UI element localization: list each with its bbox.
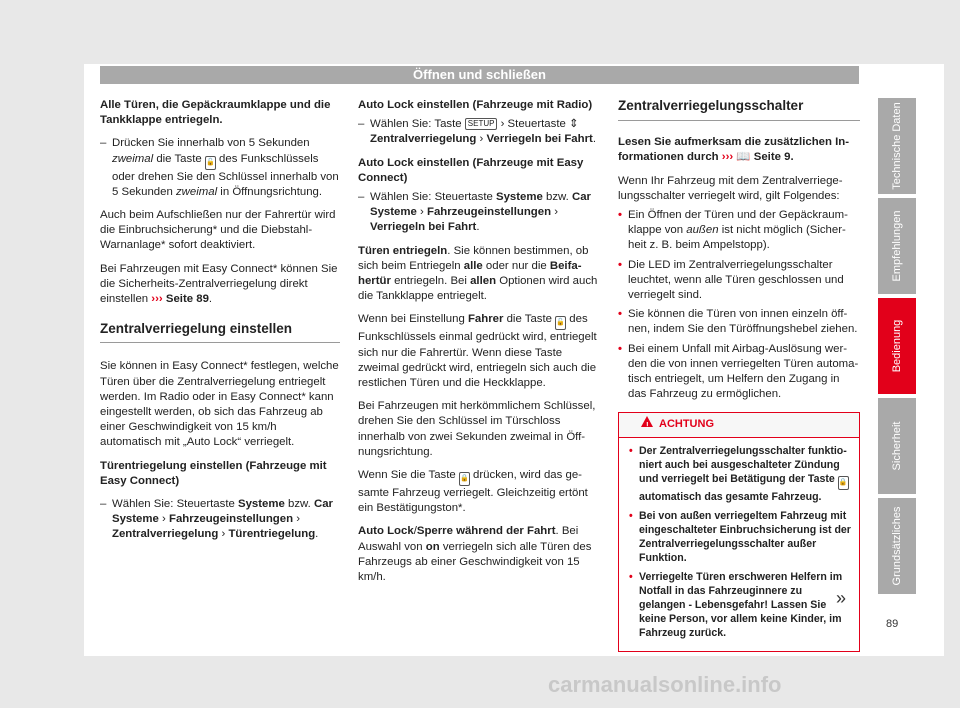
reference-arrow-icon: ››› xyxy=(151,293,163,306)
paragraph: Auto Lock/Sperre während der Fahrt. Bei Auswahl von on verriegeln sich alle Türen des Fahrzeugs ab einer Geschwindigkeit von 15 km/h. xyxy=(358,525,592,584)
bullet-dot-icon: • xyxy=(618,342,622,355)
setup-key: SETUP xyxy=(465,118,498,130)
bullet-dot-icon: • xyxy=(618,258,622,271)
warning-triangle-icon: ! xyxy=(641,416,653,427)
bullet-dot-icon: • xyxy=(629,509,633,522)
chapter-header: Öffnen und schließen xyxy=(100,66,859,84)
book-icon: 📖 xyxy=(736,151,751,164)
list-item: • Sie können die Türen von innen einzeln öffnen, indem Sie den Türöffnungshebel ziehen. xyxy=(618,307,860,337)
unlock-key-icon: 🔓 xyxy=(205,156,216,170)
tab-technische-daten[interactable]: Technische Daten xyxy=(878,98,916,194)
paragraph: Wenn Ihr Fahrzeug mit dem Zentralverriegelungsschalter verriegelt wird, gilt Folgendes: xyxy=(618,174,843,202)
step-item: – Wählen Sie: Steuertaste Systeme bzw. Car Systeme › Fahrzeugeinstellungen › Zentralverriegelung › Türentriegelung. xyxy=(100,498,333,541)
subheading: Türentriegelung einstellen (Fahrzeuge mit Easy Connect) xyxy=(100,459,327,487)
continue-arrow-icon: » xyxy=(836,588,847,608)
warning-item: • Der Zentralverriegelungsschalter funktioniert auch bei ausgeschalteter Zündung und verriegelt bei Betätigung der Taste 🔒 automatisch das gesamte Fahrzeug. xyxy=(629,444,848,503)
paragraph: Wenn Sie die Taste 🔒 drücken, wird das gesamte Fahrzeug verriegelt. Gleichzeitig ertönt ein Bestätigungston*. xyxy=(358,469,588,515)
step-item: – Wählen Sie: Steuertaste Systeme bzw. Car Systeme › Fahrzeugeinstellungen › Verriegeln bei Fahrt. xyxy=(358,191,591,234)
step-item: – Drücken Sie innerhalb von 5 Sekunden zweimal die Taste 🔓 des Funkschlüssels oder drehen Sie den Schlüssel innerhalb von 5 Sekunden zweimal in Öffnungsrichtung. xyxy=(100,137,339,198)
column-2 xyxy=(358,98,604,593)
page-number: 89 xyxy=(886,618,899,630)
bullet-dot-icon: • xyxy=(618,209,622,222)
intro-heading: Alle Türen, die Gepäckraumklappe und die Tankklappe entriegeln. xyxy=(100,99,331,127)
read-info-note: Lesen Sie aufmerksam die zusätzlichen Informationen durch ››› 📖 Seite 9. xyxy=(618,136,850,164)
paragraph: Auch beim Aufschließen nur der Fahrertür wird die Einbruchsicherung* und die Diebstahl-Warnanlage* sofort deaktiviert. xyxy=(100,209,336,252)
tab-sicherheit[interactable]: Sicherheit xyxy=(878,398,916,494)
step-item: – Wählen Sie: Taste SETUP › Steuertaste ⇕ Zentralverriegelung › Verriegeln bei Fahrt. xyxy=(358,118,596,146)
warning-item: • Bei von außen verriegeltem Fahrzeug mit eingeschalteter Einbruchsicherung ist der Zentralverriegelungsschalter außer Funktion. xyxy=(629,509,851,564)
list-item: • Die LED im Zentralverriegelungsschalter leuchtet, wenn alle Türen geschlossen und verriegelt sind. xyxy=(618,258,860,304)
bullet-dot-icon: • xyxy=(629,570,633,583)
reference-arrow-icon: ››› xyxy=(721,151,734,164)
watermark: carmanualsonline.info xyxy=(548,672,782,697)
page-reference-link[interactable]: Seite 9 xyxy=(753,151,791,164)
paragraph: Bei Fahrzeugen mit herkömmlichem Schlüssel, drehen Sie den Schlüssel im Türschloss innerhalb von zwei Sekunden zweimal in Öffnungsrichtung. xyxy=(358,400,596,458)
paragraph: Sie können in Easy Connect* festlegen, welche Türen über die Zentralverriegelung entriegelt werden. Im Radio oder in Easy Connect* kann eingestellt werden, ob sich das Fahrzeug ab einer Geschwindigkeit von 15 km/h automatisch mit „Auto Lock“ verriegelt. xyxy=(100,360,339,449)
bullet-list xyxy=(618,208,860,402)
warning-box xyxy=(618,412,860,651)
column-1 xyxy=(100,98,340,551)
bullet-dot-icon: • xyxy=(618,308,622,321)
tab-bedienung[interactable]: Bedienung xyxy=(878,298,916,394)
tab-empfehlungen[interactable]: Empfehlungen xyxy=(878,198,916,294)
paragraph: Wenn bei Einstellung Fahrer die Taste 🔓 des Funkschlüssels einmal gedrückt wird, entriegelt sich nur die Fahrertür. Wenn diese Taste zweimal gedrückt wird, entriegeln sich auch die restlichen Türen und die Heckklappe. xyxy=(358,313,597,390)
warning-item: • Verriegelte Türen erschweren Helfern im Notfall in das Fahrzeuginnere zu gelangen - Lebensgefahr! Lassen Sie keine Person, vor allem keine Kinder, im Fahrzeug zurück. xyxy=(629,570,843,639)
paragraph: Türen entriegeln. Sie können bestimmen, ob sich beim Entriegeln alle oder nur die Beifahertür entriegeln. Bei allen Optionen wird auch die Tankklappe entriegelt. xyxy=(358,244,598,303)
warning-body xyxy=(619,438,859,651)
lock-key-icon: 🔒 xyxy=(459,472,470,486)
list-item: • Bei einem Unfall mit Airbag-Auslösung werden die von innen verriegelten Türen automatisch entriegelt, um Helfern den Zugang in das Fahrzeug zu ermöglichen. xyxy=(618,342,860,403)
subheading: Auto Lock einstellen (Fahrzeuge mit Radio) xyxy=(358,99,593,111)
subheading: Auto Lock einstellen (Fahrzeuge mit Easy Connect) xyxy=(358,156,584,184)
section-title: Zentralverriegelungsschalter xyxy=(618,98,860,121)
up-down-arrows-icon: ⇕ xyxy=(568,118,579,131)
column-3 xyxy=(618,98,860,652)
tab-grundsaetzliches[interactable]: Grundsätzliches xyxy=(878,498,916,594)
warning-header: ! ACHTUNG xyxy=(619,413,859,437)
page-reference-link[interactable]: Seite 89 xyxy=(165,293,209,306)
lock-key-icon: 🔒 xyxy=(838,476,849,490)
list-item: • Ein Öffnen der Türen und der Gepäckraumklappe von außen ist nicht möglich (Sicherheit z. B. beim Ampelstopp). xyxy=(618,208,860,254)
unlock-key-icon: 🔓 xyxy=(555,316,566,330)
bullet-dot-icon: • xyxy=(629,444,633,457)
section-title: Zentralverriegelung einstellen xyxy=(100,321,340,343)
paragraph: Bei Fahrzeugen mit Easy Connect* können Sie die Sicherheits-Zentralverriegelung direkt einstellen ››› Seite 89. xyxy=(100,262,338,306)
